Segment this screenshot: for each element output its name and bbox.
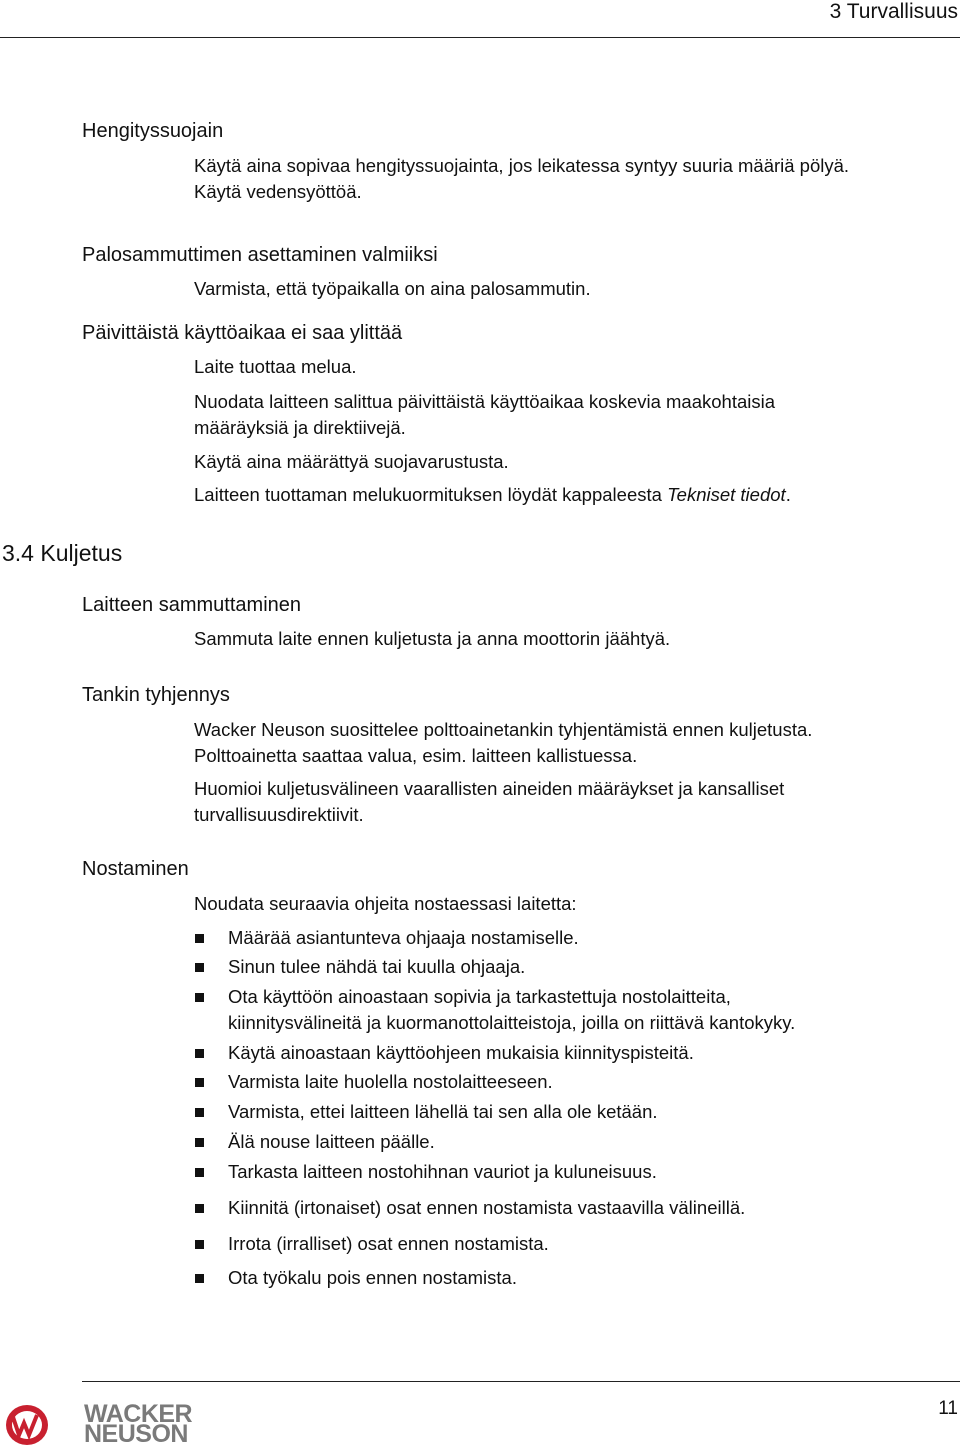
page-number: 11 <box>938 1398 958 1419</box>
lifting-bullet: Ota käyttöön ainoastaan sopivia ja tarkastettuja nostolaitteita, <box>228 986 731 1007</box>
tank-text-3b: turvallisuusdirektiivit. <box>194 804 364 825</box>
daily-time-text-4 <box>194 482 791 508</box>
bullet-marker <box>195 1108 204 1117</box>
extinguisher-text: Varmista, että työpaikalla on aina palosammutin. <box>194 278 591 299</box>
bullet-marker <box>195 1204 204 1213</box>
lifting-bullet: Irrota (irralliset) osat ennen nostamista. <box>228 1233 549 1254</box>
lifting-bullet: Määrää asiantunteva ohjaaja nostamiselle. <box>228 927 579 948</box>
daily-time-text-1: Laite tuottaa melua. <box>194 356 357 377</box>
technical-data-reference: Tekniset tiedot <box>667 484 786 505</box>
tank-text-2: Polttoainetta saattaa valua, esim. laitteen kallistuessa. <box>194 745 638 766</box>
lifting-bullet: Ota työkalu pois ennen nostamista. <box>228 1267 517 1288</box>
bullet-marker <box>195 934 204 943</box>
wacker-neuson-logo-icon <box>4 1403 50 1452</box>
bullet-marker <box>195 1274 204 1283</box>
brand-logo-line-1: WACKER <box>84 1400 193 1428</box>
respirator-heading: Hengityssuojain <box>82 120 224 142</box>
tank-heading: Tankin tyhjennys <box>82 684 230 706</box>
bullet-marker <box>195 1138 204 1147</box>
lifting-bullet: Tarkasta laitteen nostohihnan vauriot ja kuluneisuus. <box>228 1161 657 1182</box>
daily-time-text-4-suffix: . <box>785 484 791 505</box>
daily-time-text-2a: Nuodata laitteen salittua päivittäistä käyttöaikaa koskevia maakohtaisia <box>194 391 776 412</box>
tank-text-1: Wacker Neuson suosittelee polttoainetankin tyhjentämistä ennen kuljetusta. <box>194 719 813 740</box>
header-divider <box>0 37 960 38</box>
lifting-bullet-continuation: kiinnitysvälineitä ja kuormanottolaitteistoja, joilla on riittävä kantokyky. <box>228 1012 796 1033</box>
lifting-intro: Noudata seuraavia ohjeita nostaessasi laitetta: <box>194 893 577 914</box>
bullet-marker <box>195 1078 204 1087</box>
tank-text-3a: Huomioi kuljetusvälineen vaarallisten aineiden määräykset ja kansalliset <box>194 778 785 799</box>
shutdown-heading: Laitteen sammuttaminen <box>82 594 302 616</box>
shutdown-text: Sammuta laite ennen kuljetusta ja anna moottorin jäähtyä. <box>194 628 671 649</box>
lifting-bullet: Varmista laite huolella nostolaitteeseen. <box>228 1071 553 1092</box>
bullet-marker <box>195 1240 204 1249</box>
respirator-text-1: Käytä aina sopivaa hengityssuojainta, jos leikatessa syntyy suuria määriä pölyä. <box>194 155 850 176</box>
extinguisher-heading: Palosammuttimen asettaminen valmiiksi <box>82 244 438 266</box>
daily-time-heading: Päivittäistä käyttöaikaa ei saa ylittää <box>82 322 403 344</box>
brand-logo-text <box>84 1400 193 1448</box>
footer-divider <box>82 1381 960 1382</box>
bullet-marker <box>195 963 204 972</box>
daily-time-text-4-prefix: Laitteen tuottaman melukuormituksen löydät kappaleesta <box>194 484 668 505</box>
lifting-bullet: Sinun tulee nähdä tai kuulla ohjaaja. <box>228 956 526 977</box>
section-heading-transport: 3.4 Kuljetus <box>2 540 123 566</box>
brand-logo-line-2: NEUSON <box>84 1420 188 1448</box>
lifting-bullet: Käytä ainoastaan käyttöohjeen mukaisia kiinnityspisteitä. <box>228 1042 694 1063</box>
bullet-marker <box>195 1168 204 1177</box>
lifting-bullet: Kiinnitä (irtonaiset) osat ennen nostamista vastaavilla välineillä. <box>228 1197 746 1218</box>
bullet-marker <box>195 993 204 1002</box>
lifting-heading: Nostaminen <box>82 858 189 880</box>
daily-time-text-3: Käytä aina määrättyä suojavarustusta. <box>194 451 509 472</box>
lifting-bullet: Älä nouse laitteen päälle. <box>228 1131 435 1152</box>
respirator-text-2: Käytä vedensyöttöä. <box>194 181 362 202</box>
bullet-marker <box>195 1049 204 1058</box>
lifting-bullet: Varmista, ettei laitteen lähellä tai sen alla ole ketään. <box>228 1101 658 1122</box>
chapter-title: 3 Turvallisuus <box>829 0 958 23</box>
daily-time-text-2b: määräyksiä ja direktiivejä. <box>194 417 406 438</box>
